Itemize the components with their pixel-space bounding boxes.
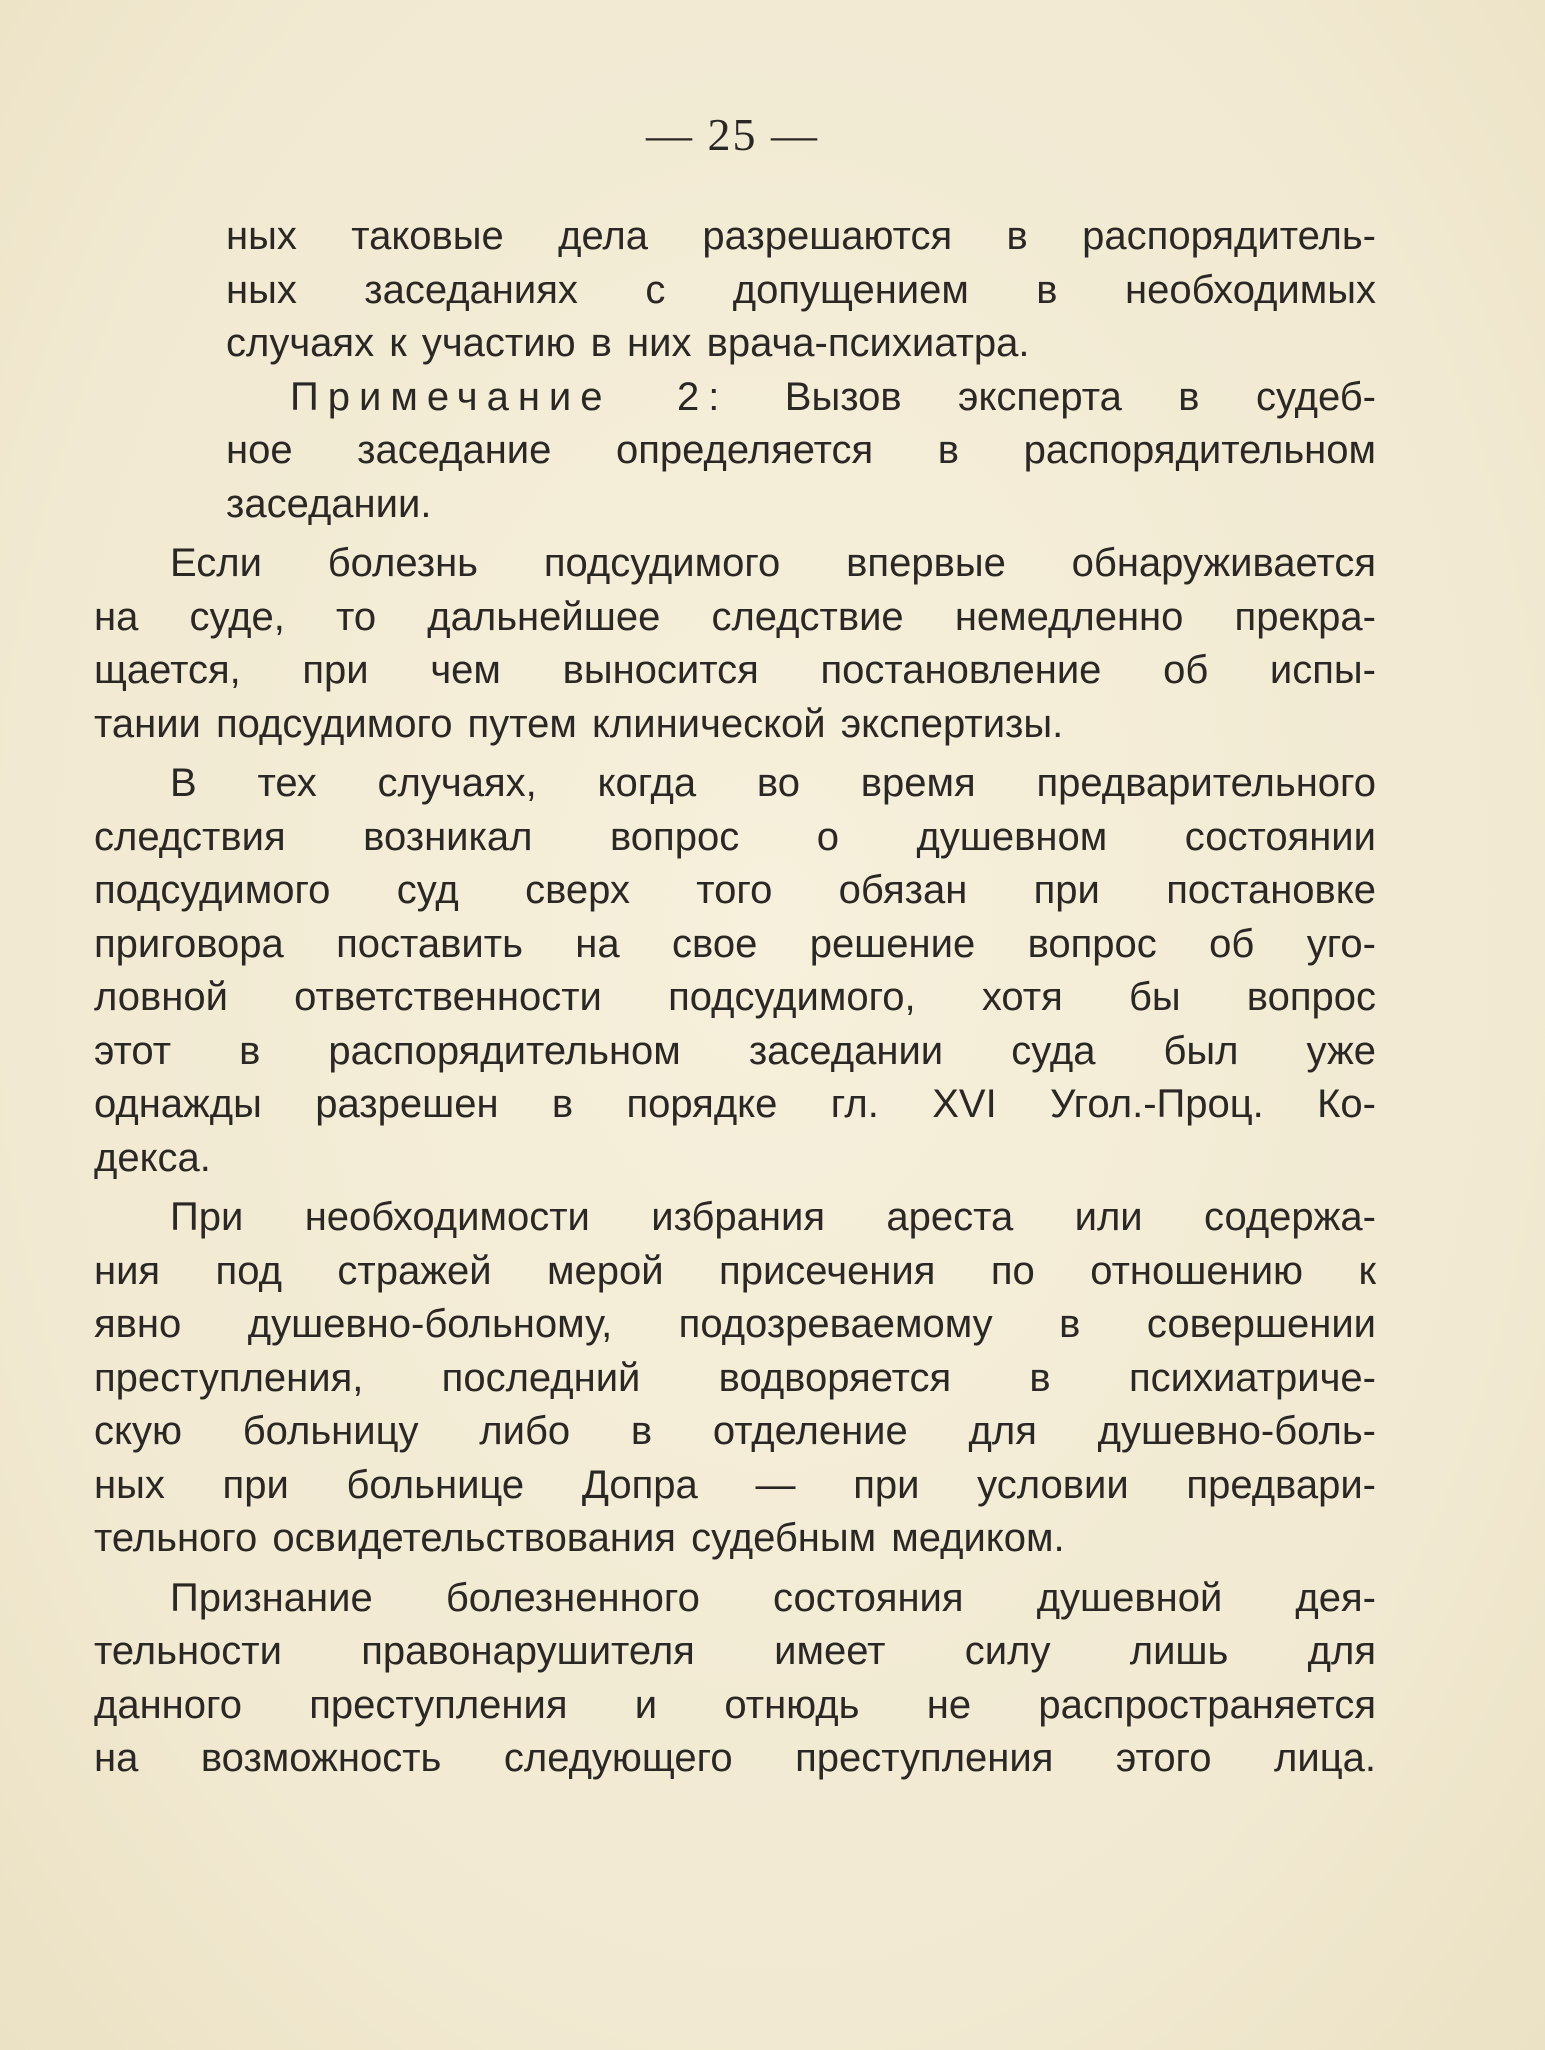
note-line bbox=[94, 371, 1376, 425]
note-label: Примечание 2: bbox=[290, 374, 729, 419]
text-line: следствия возникал вопрос о душевном состоянии bbox=[94, 814, 1376, 859]
text-line: Если болезнь подсудимого впервые обнаруживается bbox=[170, 541, 1376, 585]
text-line: на суде, то дальнейшее следствие немедленно прекра- bbox=[94, 594, 1376, 639]
note-text: Вызов эксперта в судеб- bbox=[784, 374, 1376, 419]
text-line: При необходимости избрания ареста или содержа- bbox=[170, 1195, 1376, 1239]
text-line: подсудимого суд сверх того обязан при постановке bbox=[94, 868, 1376, 912]
body-text bbox=[94, 210, 1376, 1786]
text-line: этот в распорядительном заседании суда был уже bbox=[94, 1028, 1376, 1073]
text-line: случаях к участию в них врача-психиатра. bbox=[226, 321, 1030, 365]
text-line: ловной ответственности подсудимого, хотя бы вопрос bbox=[94, 975, 1376, 1019]
text-line: ных при больнице Допра — при условии предвари- bbox=[94, 1462, 1376, 1507]
text-line: приговора поставить на свое решение вопрос об уго- bbox=[94, 921, 1376, 966]
text-line: ное заседание определяется в распорядительном bbox=[226, 428, 1376, 472]
text-line: декса. bbox=[94, 1135, 211, 1180]
text-line: Признание болезненного состояния душевной дея- bbox=[170, 1575, 1376, 1620]
text-line: тельного освидетельствования судебным медиком. bbox=[94, 1516, 1065, 1560]
text-line: ния под стражей мерой присечения по отношению к bbox=[94, 1248, 1376, 1293]
text-line: данного преступления и отнюдь не распространяется bbox=[94, 1682, 1376, 1727]
text-line: скую больницу либо в отделение для душевно-боль- bbox=[94, 1409, 1376, 1453]
text-line: на возможность следующего преступления этого лица. bbox=[94, 1736, 1376, 1780]
text-line: тании подсудимого путем клинической экспертизы. bbox=[94, 701, 1064, 746]
text-line: однажды разрешен в порядке гл. XVI Угол.-Проц. Ко- bbox=[94, 1082, 1376, 1126]
text-line: ных заседаниях с допущением в необходимых bbox=[226, 267, 1376, 312]
text-line: В тех случаях, когда во время предварительного bbox=[170, 761, 1376, 805]
text-line: тельности правонарушителя имеет силу лишь для bbox=[94, 1629, 1376, 1673]
text-line: ных таковые дела разрешаются в распорядитель- bbox=[226, 214, 1376, 258]
text-line: явно душевно-больному, подозреваемому в совершении bbox=[94, 1302, 1376, 1346]
page-number: — 25 — bbox=[646, 109, 819, 160]
text-line: заседании. bbox=[226, 481, 432, 526]
text-line: преступления, последний водворяется в психиатриче- bbox=[94, 1355, 1376, 1400]
text-line: щается, при чем выносится постановление об испы- bbox=[94, 648, 1376, 692]
